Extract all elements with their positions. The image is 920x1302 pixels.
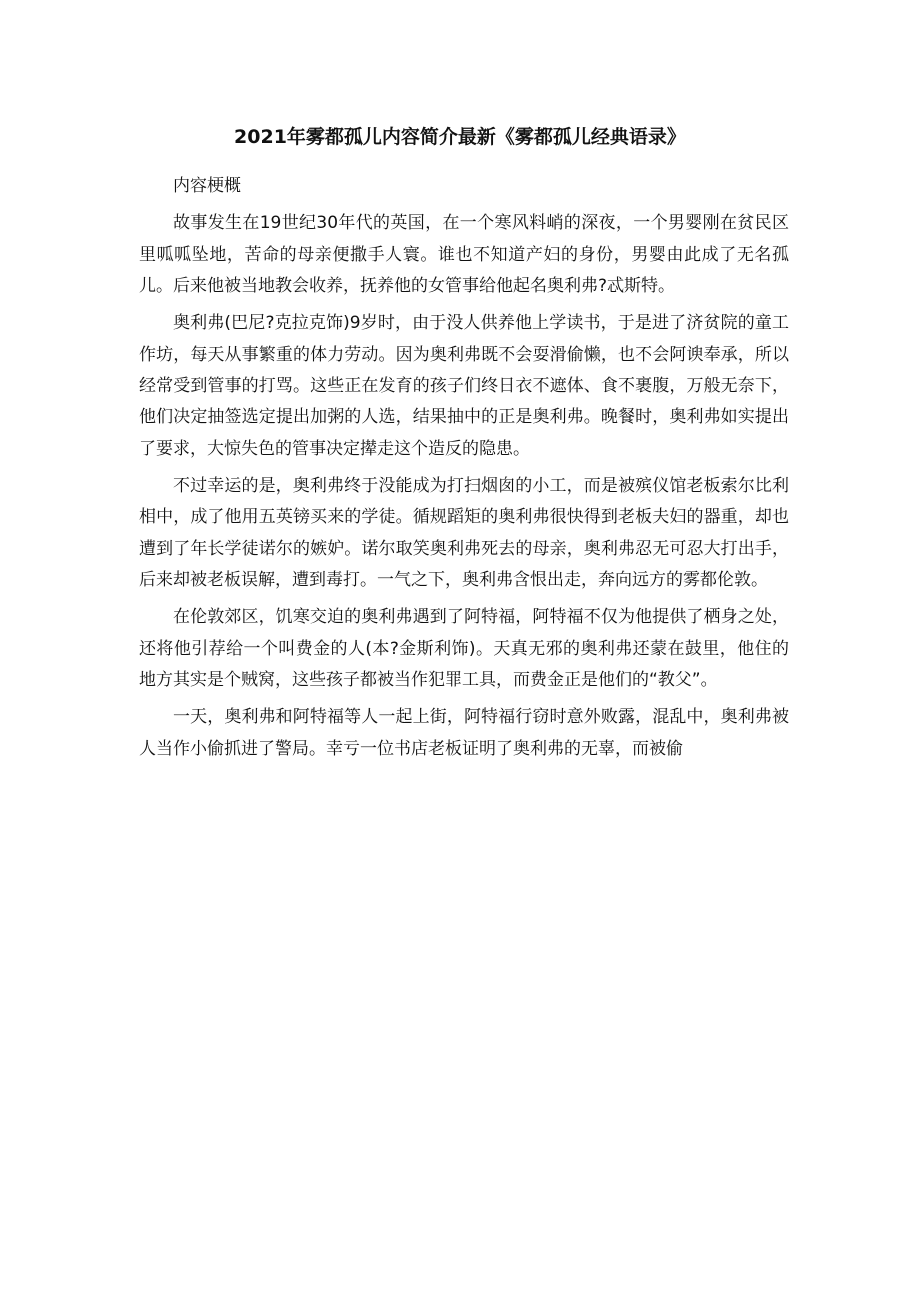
document-body bbox=[139, 171, 789, 771]
paragraph: 一天，奥利弗和阿特福等人一起上街，阿特福行窃时意外败露，混乱中，奥利弗被人当作小偷抓进了警局。幸亏一位书店老板证明了奥利弗的无辜，而被偷 bbox=[139, 707, 789, 759]
document-title: 2021年雾都孤儿内容简介最新《雾都孤儿经典语录》 bbox=[234, 126, 686, 148]
section-heading: 内容梗概 bbox=[173, 176, 241, 196]
paragraph: 奥利弗(巴尼?克拉克饰)9岁时，由于没人供养他上学读书，于是进了济贫院的童工作坊，每天从事繁重的体力劳动。因为奥利弗既不会耍滑偷懒，也不会阿谀奉承，所以经常受到管事的打骂。这些正在发育的孩子们终日衣不遮体、食不裹腹，万般无奈下，他们决定抽签选定提出加粥的人选，结果抽中的正是奥利弗。晚餐时，奥利弗如实提出了要求，大惊失色的管事决定撵走这个造反的隐患。 bbox=[139, 313, 789, 459]
paragraph: 故事发生在19世纪30年代的英国，在一个寒风料峭的深夜，一个男婴刚在贫民区里呱呱坠地，苦命的母亲便撒手人寰。谁也不知道产妇的身份，男婴由此成了无名孤儿。后来他被当地教会收养，抚养他的女管事给他起名奥利弗?忒斯特。 bbox=[139, 213, 789, 297]
paragraph: 不过幸运的是，奥利弗终于没能成为打扫烟囱的小工，而是被殡仪馆老板索尔比利相中，成了他用五英镑买来的学徒。循规蹈矩的奥利弗很快得到老板夫妇的器重，却也遭到了年长学徒诺尔的嫉妒。诺尔取笑奥利弗死去的母亲，奥利弗忍无可忍大打出手，后来却被老板误解，遭到毒打。一气之下，奥利弗含恨出走，奔向远方的雾都伦敦。 bbox=[139, 476, 789, 591]
paragraph: 在伦敦郊区，饥寒交迫的奥利弗遇到了阿特福，阿特福不仅为他提供了栖身之处，还将他引荐给一个叫费金的人(本?金斯利饰)。天真无邪的奥利弗还蒙在鼓里，他住的地方其实是个贼窝，这些孩子都被当作犯罪工具，而费金正是他们的“教父”。 bbox=[139, 607, 789, 691]
